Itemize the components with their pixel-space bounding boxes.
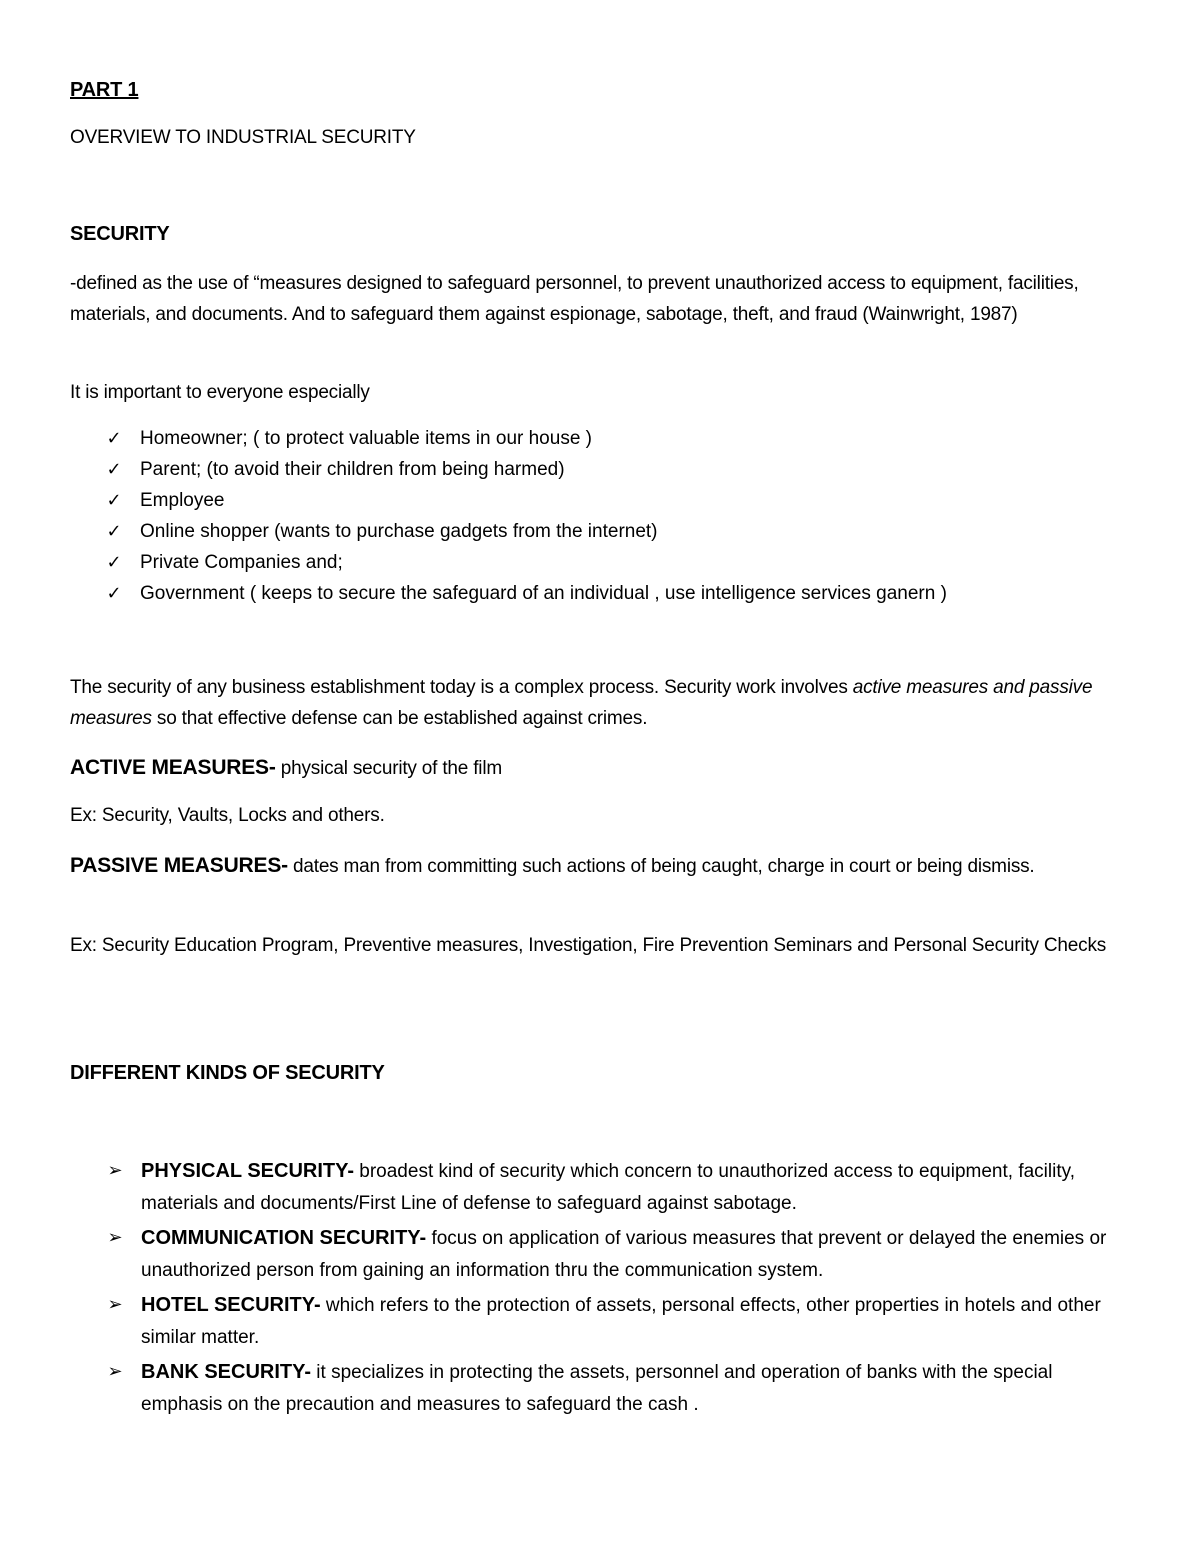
business-text-end: so that effective defense can be established against crimes.: [151, 708, 648, 729]
checkmark-icon: ✓: [106, 428, 122, 449]
business-text-italic: active measures and passive measures: [70, 677, 1093, 729]
list-item: [104, 547, 1104, 578]
list-item: [104, 485, 1104, 516]
kind-label: COMMUNICATION SECURITY-: [141, 1227, 427, 1249]
passive-measures-text: dates man from committing such actions of being caught, charge in court or being dismiss.: [287, 856, 1035, 877]
list-item: [104, 578, 1104, 609]
important-intro: It is important to everyone especially: [70, 382, 370, 403]
business-paragraph: [70, 672, 1130, 734]
list-item-text: Parent; (to avoid their children from being harmed): [140, 459, 565, 480]
overview-heading: OVERVIEW TO INDUSTRIAL SECURITY: [70, 127, 416, 148]
passive-measures-example: Ex: Security Education Program, Preventive measures, Investigation, Fire Prevention Seminars and Personal Security Checks: [70, 935, 1107, 956]
kind-label: BANK SECURITY-: [141, 1361, 312, 1383]
list-item: [104, 516, 1104, 547]
active-measures-example: Ex: Security, Vaults, Locks and others.: [70, 805, 385, 826]
checkmark-icon: ✓: [106, 490, 122, 511]
active-measures-line: [70, 752, 1130, 784]
list-item-text: Government ( keeps to secure the safeguard of an individual , use intelligence services ganern ): [140, 583, 947, 604]
list-item: [104, 1356, 1129, 1421]
arrowhead-bullet-icon: ➢: [107, 1361, 123, 1382]
part-title: PART 1: [70, 79, 139, 101]
kinds-list: [104, 1155, 1129, 1423]
list-item: [104, 423, 1104, 454]
arrowhead-bullet-icon: ➢: [107, 1294, 123, 1315]
list-item: [104, 454, 1104, 485]
list-item-text: Homeowner; ( to protect valuable items in our house ): [140, 428, 592, 449]
kind-text: which refers to the protection of assets, personal effects, other properties in hotels and other similar matter.: [141, 1295, 1101, 1348]
list-item-text: Employee: [140, 490, 225, 511]
active-measures-label: ACTIVE MEASURES-: [70, 756, 276, 779]
passive-measures-label: PASSIVE MEASURES-: [70, 854, 288, 877]
kind-label: PHYSICAL SECURITY-: [141, 1160, 354, 1182]
kinds-heading: DIFFERENT KINDS OF SECURITY: [70, 1062, 385, 1084]
security-definition: -defined as the use of “measures designed to safeguard personnel, to prevent unauthorized access to equipment, facilities, materials, and documents. And to safeguard them against espionage, sabotage, theft, and fraud (Wainwright, 1987): [70, 273, 1079, 325]
kind-label: HOTEL SECURITY-: [141, 1294, 321, 1316]
checkmark-icon: ✓: [106, 521, 122, 542]
active-measures-text: physical security of the film: [275, 758, 502, 779]
list-item: [104, 1222, 1129, 1287]
business-text-start: The security of any business establishment today is a complex process. Security work involves: [70, 677, 853, 698]
checkmark-icon: ✓: [106, 583, 122, 604]
list-item-text: Online shopper (wants to purchase gadgets from the internet): [140, 521, 658, 542]
passive-measures-line: [70, 850, 1130, 882]
list-item: [104, 1155, 1129, 1220]
list-item: [104, 1289, 1129, 1354]
beneficiary-list: [104, 423, 1104, 609]
security-heading: SECURITY: [70, 223, 170, 245]
arrowhead-bullet-icon: ➢: [107, 1160, 123, 1181]
kind-text: broadest kind of security which concern to unauthorized access to equipment, facility, materials and documents/First Line of defense to safeguard against sabotage.: [141, 1161, 1075, 1214]
kind-text: focus on application of various measures that prevent or delayed the enemies or unauthorized person from gaining an information thru the communication system.: [141, 1228, 1107, 1281]
kind-text: it specializes in protecting the assets, personnel and operation of banks with the special emphasis on the precaution and measures to safeguard the cash .: [141, 1362, 1053, 1415]
checkmark-icon: ✓: [106, 552, 122, 573]
list-item-text: Private Companies and;: [140, 552, 343, 573]
checkmark-icon: ✓: [106, 459, 122, 480]
arrowhead-bullet-icon: ➢: [107, 1227, 123, 1248]
